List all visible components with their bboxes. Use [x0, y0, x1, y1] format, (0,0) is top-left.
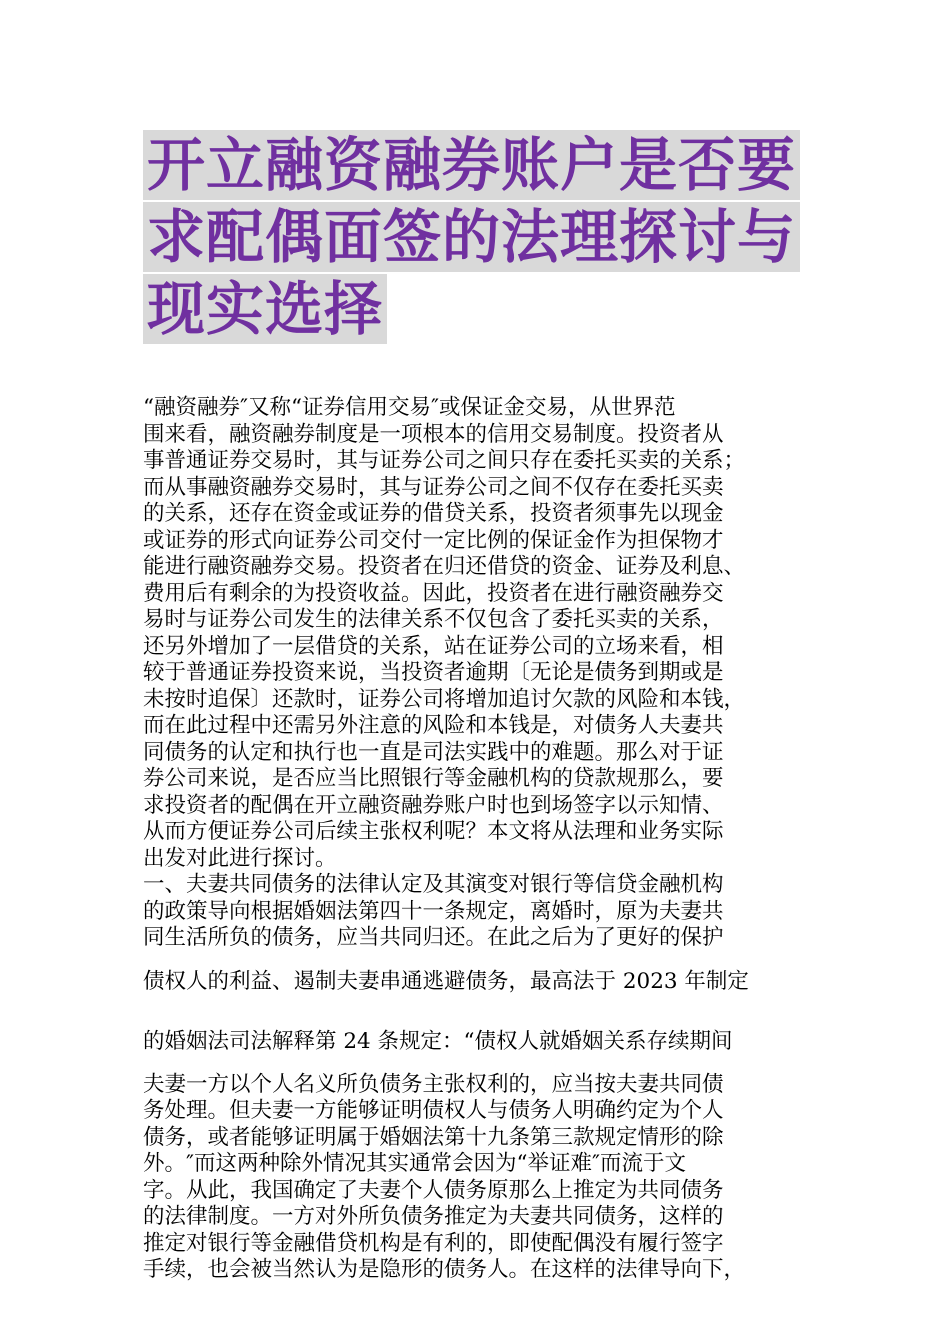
text-line: 的婚姻法司法解释第 24 条规定：“债权人就婚姻关系存续期间 [143, 1028, 733, 1054]
text-line: 从而方便证券公司后续主张权利呢？本文将从法理和业务实际 [143, 819, 724, 844]
body-paragraph [143, 395, 813, 952]
text-line: 字。从此，我国确定了夫妻个人债务原那么上推定为共同债务 [143, 1177, 724, 1203]
text-line: 未按时追保〕还款时，证券公司将增加追讨欠款的风险和本钱， [143, 686, 746, 712]
text-line: 围来看，融资融券制度是一项根本的信用交易制度。投资者从 [143, 421, 724, 447]
text-line: 的法律制度。一方对外所负债务推定为夫妻共同债务，这样的 [143, 1204, 724, 1229]
text-line: 同生活所负的债务，应当共同归还。在此之后为了更好的保护 [143, 925, 724, 950]
document-body [143, 395, 813, 1284]
text-line: 外。″而这两种除外情况其实通常会因为“举证难″而流于文 [143, 1151, 687, 1176]
text-line: 券公司来说，是否应当比照银行等金融机构的贷款规那么，要 [143, 766, 724, 791]
text-line: 事普通证券交易时，其与证券公司之间只存在委托买卖的关系； [143, 448, 746, 473]
text-line: 一、夫妻共同债务的法律认定及其演变对银行等信贷金融机构 [143, 872, 724, 897]
text-line: 推定对银行等金融借贷机构是有利的，即使配偶没有履行签字 [143, 1230, 724, 1256]
text-line: 而从事融资融券交易时，其与证券公司之间不仅存在委托买卖 [143, 474, 724, 500]
text-line: 的关系，还存在资金或证券的借贷关系，投资者须事先以现金 [143, 501, 724, 526]
text-line: 夫妻一方以个人名义所负债务主张权利的，应当按夫妻共同债 [143, 1071, 724, 1097]
document-title [143, 130, 813, 346]
body-wide-lines [143, 952, 813, 1072]
text-line: “融资融券″又称“证券信用交易″或保证金交易，从世界范 [143, 395, 676, 420]
text-line: 而在此过程中还需另外注意的风险和本钱是，对债务人夫妻共 [143, 713, 724, 738]
text-line: 易时与证券公司发生的法律关系不仅包含了委托买卖的关系， [143, 607, 724, 632]
text-line: 能进行融资融券交易。投资者在归还借贷的资金、证券及利息、 [143, 554, 746, 579]
text-line: 同债务的认定和执行也一直是司法实践中的难题。那么对于证 [143, 739, 724, 765]
title-line: 现实选择 [143, 274, 387, 344]
text-line: 或证券的形式向证券公司交付一定比例的保证金作为担保物才 [143, 527, 724, 553]
text-line: 还另外增加了一层借贷的关系，站在证券公司的立场来看，相 [143, 633, 724, 659]
text-line: 求投资者的配偶在开立融资融券账户时也到场签字以示知情、 [143, 792, 724, 818]
body-paragraph [143, 1072, 813, 1284]
text-line: 出发对此进行探讨。 [143, 845, 337, 871]
text-line: 手续，也会被当然认为是隐形的债务人。在这样的法律导向下， [143, 1257, 746, 1282]
text-line: 的政策导向根据婚姻法第四十一条规定，离婚时，原为夫妻共 [143, 898, 724, 924]
text-line: 债权人的利益、遏制夫妻串通逃避债务，最高法于 2023 年制定 [143, 968, 749, 994]
title-line: 开立融资融券账户是否要 [143, 130, 800, 200]
title-line: 求配偶面签的法理探讨与 [143, 202, 800, 272]
text-line: 债务，或者能够证明属于婚姻法第十九条第三款规定情形的除 [143, 1124, 724, 1150]
text-line: 费用后有剩余的为投资收益。因此，投资者在进行融资融券交 [143, 580, 724, 606]
text-line: 较于普通证券投资来说，当投资者逾期〔无论是债务到期或是 [143, 660, 724, 685]
text-line: 务处理。但夫妻一方能够证明债权人与债务人明确约定为个人 [143, 1098, 724, 1123]
